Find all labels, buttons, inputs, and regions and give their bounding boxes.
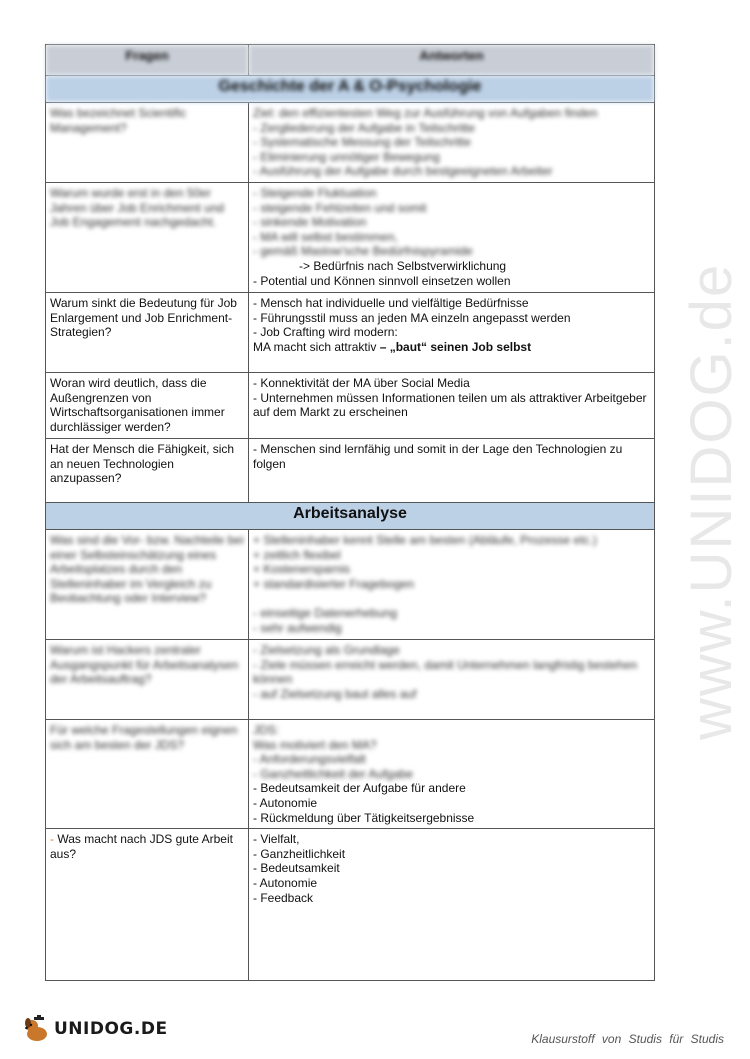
watermark-text: www.UNIDOG.de	[679, 262, 744, 740]
dog-mascot-icon	[22, 1014, 52, 1044]
table-row	[46, 529, 655, 639]
section-row-history	[46, 76, 655, 103]
section-title-history: Geschichte der A & O-Psychologie	[46, 76, 655, 103]
unidog-logo[interactable]	[22, 1014, 168, 1044]
logo-text: UNIDOG.DE	[54, 1019, 168, 1039]
answer-cell: - Vielfalt, - Ganzheitlichkeit - Bedeutsamkeit - Autonomie - Feedback	[249, 829, 655, 981]
section-row-arbeitsanalyse	[46, 502, 655, 529]
footer-tagline: Klausurstoff von Studis für Studis	[531, 1032, 724, 1046]
header-fragen: Fragen	[46, 45, 249, 76]
header-antworten: Antworten	[249, 45, 655, 76]
answer-cell: - Konnektivität der MA über Social Media - Unternehmen müssen Informationen teilen um als attraktiver Arbeitgeber auf dem Markt zu erscheinen	[249, 372, 655, 438]
table-header-row	[46, 45, 655, 76]
table-row	[46, 829, 655, 981]
question-cell: Woran wird deutlich, dass die Außengrenzen von Wirtschaftsorganisationen immer durchlässiger werden?	[46, 372, 249, 438]
answer-cell: - Mensch hat individuelle und vielfältige Bedürfnisse - Führungsstil muss an jeden MA einzeln angepasst werden - Job Crafting wird modern: MA macht sich attraktiv – „baut“ seinen Job selbst	[249, 292, 655, 372]
table-row	[46, 292, 655, 372]
question-cell: - Was macht nach JDS gute Arbeit aus?	[46, 829, 249, 981]
answer-cell: - Menschen sind lernfähig und somit in der Lage den Technologien zu folgen	[249, 438, 655, 502]
question-cell: Warum wurde erst in den 50er Jahren über Job Enrichment und Job Engagement nachgedacht.	[46, 182, 249, 292]
section-title-arbeitsanalyse: Arbeitsanalyse	[46, 502, 655, 529]
question-cell: Für welche Fragestellungen eignen sich am besten der JDS?	[46, 719, 249, 828]
table-row	[46, 438, 655, 502]
question-cell: Was sind die Vor- bzw. Nachteile bei einer Selbsteinschätzung eines Arbeitsplatzes durch den Stelleninhaber im Vergleich zu Beobachtung oder Interview?	[46, 529, 249, 639]
table-row	[46, 372, 655, 438]
table-row	[46, 182, 655, 292]
question-cell: Warum sinkt die Bedeutung für Job Enlargement und Job Enrichment-Strategien?	[46, 292, 249, 372]
question-cell: Hat der Mensch die Fähigkeit, sich an neuen Technologien anzupassen?	[46, 438, 249, 502]
table-row	[46, 639, 655, 719]
answer-cell: + Stelleninhaber kennt Stelle am besten (Abläufe, Prozesse etc.) + zeitlich flexibel + Kostenersparnis + standardisierter Fragebogen - einseitige Datenerhebung - sehr aufwendig	[249, 529, 655, 639]
table-row	[46, 719, 655, 828]
question-cell: Warum ist Hackers zentraler Ausgangspunkt für Arbeitsanalysen der Arbeitsauftrag?	[46, 639, 249, 719]
answer-cell: Ziel: den effizientesten Weg zur Ausführung von Aufgaben finden - Zergliederung der Aufgabe in Teilschritte - Systematische Messung der Teilschritte - Eliminierung unnötiger Bewegung - Ausführung der Aufgabe durch bestgeeigneten Arbeiter	[249, 103, 655, 183]
answer-cell: JDS: Was motiviert den MA? - Anforderungsvielfalt - Ganzheitlichkeit der Aufgabe - Bedeutsamkeit der Aufgabe für andere - Autonomie - Rückmeldung über Tätigkeitsergebnisse	[249, 719, 655, 828]
question-cell: Was bezeichnet Scientific Management?	[46, 103, 249, 183]
answer-line: - Potential und Können sinnvoll einsetzen wollen	[253, 273, 511, 288]
table-row	[46, 103, 655, 183]
document-page	[45, 44, 654, 981]
answer-cell: - Steigende Fluktuation - steigende Fehlzeiten und somit - sinkende Motivation - MA will selbst bestimmen, - gemäß Maslow'sche Bedürfnispyramide -> Bedürfnis nach Selbstverwirklichung - Potential und Können sinnvoll einsetzen wollen	[249, 182, 655, 292]
qa-table	[45, 44, 655, 981]
answer-cell: - Zielsetzung als Grundlage - Ziele müssen erreicht werden, damit Unternehmen langfristig bestehen können - auf Zielsetzung baut alles auf	[249, 639, 655, 719]
answer-line: -> Bedürfnis nach Selbstverwirklichung	[299, 258, 507, 273]
